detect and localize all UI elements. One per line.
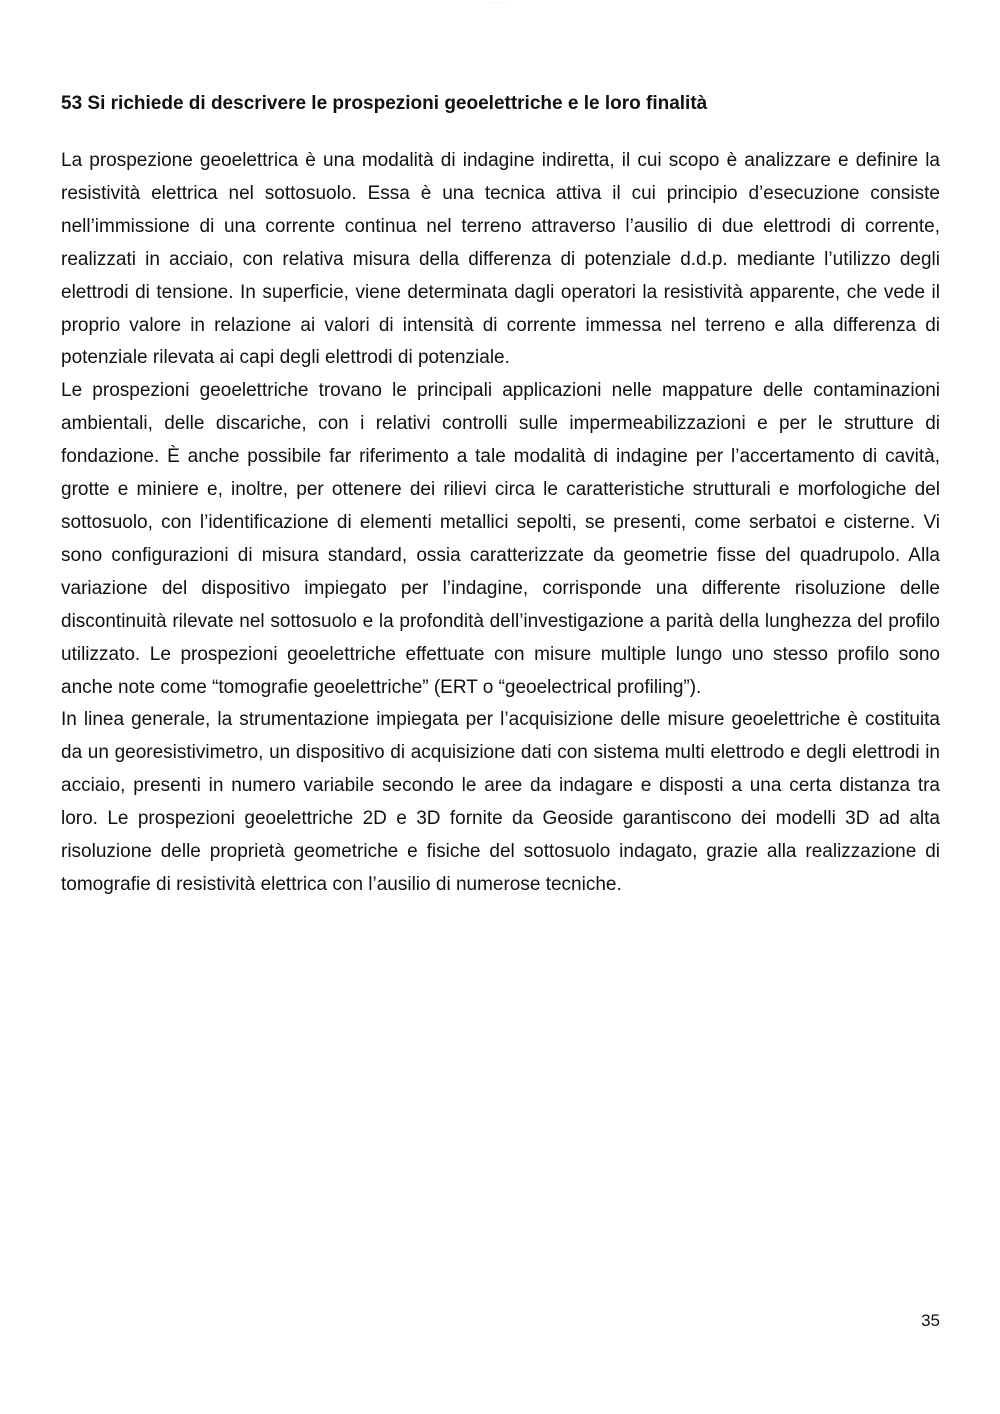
page-number: 35 [921,1311,940,1330]
body-text [61,145,940,902]
section-heading: 53 Si richiede di descrivere le prospezioni geoelettriche e le loro finalità [61,93,708,114]
paragraph-1: La prospezione geoelettrica è una modalità di indagine indiretta, il cui scopo è analizzare e definire la resistività elettrica nel sottosuolo. Essa è una tecnica attiva il cui principio d’esecuzione consiste nell’immissione di una corrente continua nel terreno attraverso l’ausilio di due elettrodi di corrente, realizzati in acciaio, con relativa misura della differenza di potenziale d.d.p. mediante l’utilizzo degli elettrodi di tensione. In superficie, viene determinata dagli operatori la resistività apparente, che vede il proprio valore in relazione ai valori di intensità di corrente immessa nel terreno e alla differenza di potenziale rilevata ai capi degli elettrodi di potenziale. [61,150,940,369]
paragraph-2: Le prospezioni geoelettriche trovano le principali applicazioni nelle mappature delle contaminazioni ambientali, delle discariche, con i relativi controlli sulle impermeabilizzazioni e per le strutture di fondazione. È anche possibile far riferimento a tale modalità di indagine per l’accertamento di cavità, grotte e miniere e, inoltre, per ottenere dei rilievi circa le caratteristiche strutturali e morfologiche del sottosuolo, con l’identificazione di elementi metallici sepolti, se presenti, come serbatoi e cisterne. Vi sono configurazioni di misura standard, ossia caratterizzate da geometrie fisse del quadrupolo. Alla variazione del dispositivo impiegato per l’indagine, corrisponde una differente risoluzione delle discontinuità rilevate nel sottosuolo e la profondità dell’investigazione a parità della lunghezza del profilo utilizzato. Le prospezioni geoelettriche effettuate con misure multiple lungo uno stesso profilo sono anche note come “tomografie geoelettriche” (ERT o “geoelectrical profiling”). [61,380,940,698]
paragraph-3: In linea generale, la strumentazione impiegata per l’acquisizione delle misure geoelettriche è costituita da un georesistivimetro, un dispositivo di acquisizione dati con sistema multi elettrodo e degli elettrodi in acciaio, presenti in numero variabile secondo le aree da indagare e disposti a una certa distanza tra loro. Le prospezioni geoelettriche 2D e 3D fornite da Geoside garantiscono dei modelli 3D ad alta risoluzione delle proprietà geometriche e fisiche del sottosuolo indagato, grazie alla realizzazione di tomografie di resistività elettrica con l’ausilio di numerose tecniche. [61,709,940,895]
header-mark: · · · · · · · · · [488,0,509,5]
